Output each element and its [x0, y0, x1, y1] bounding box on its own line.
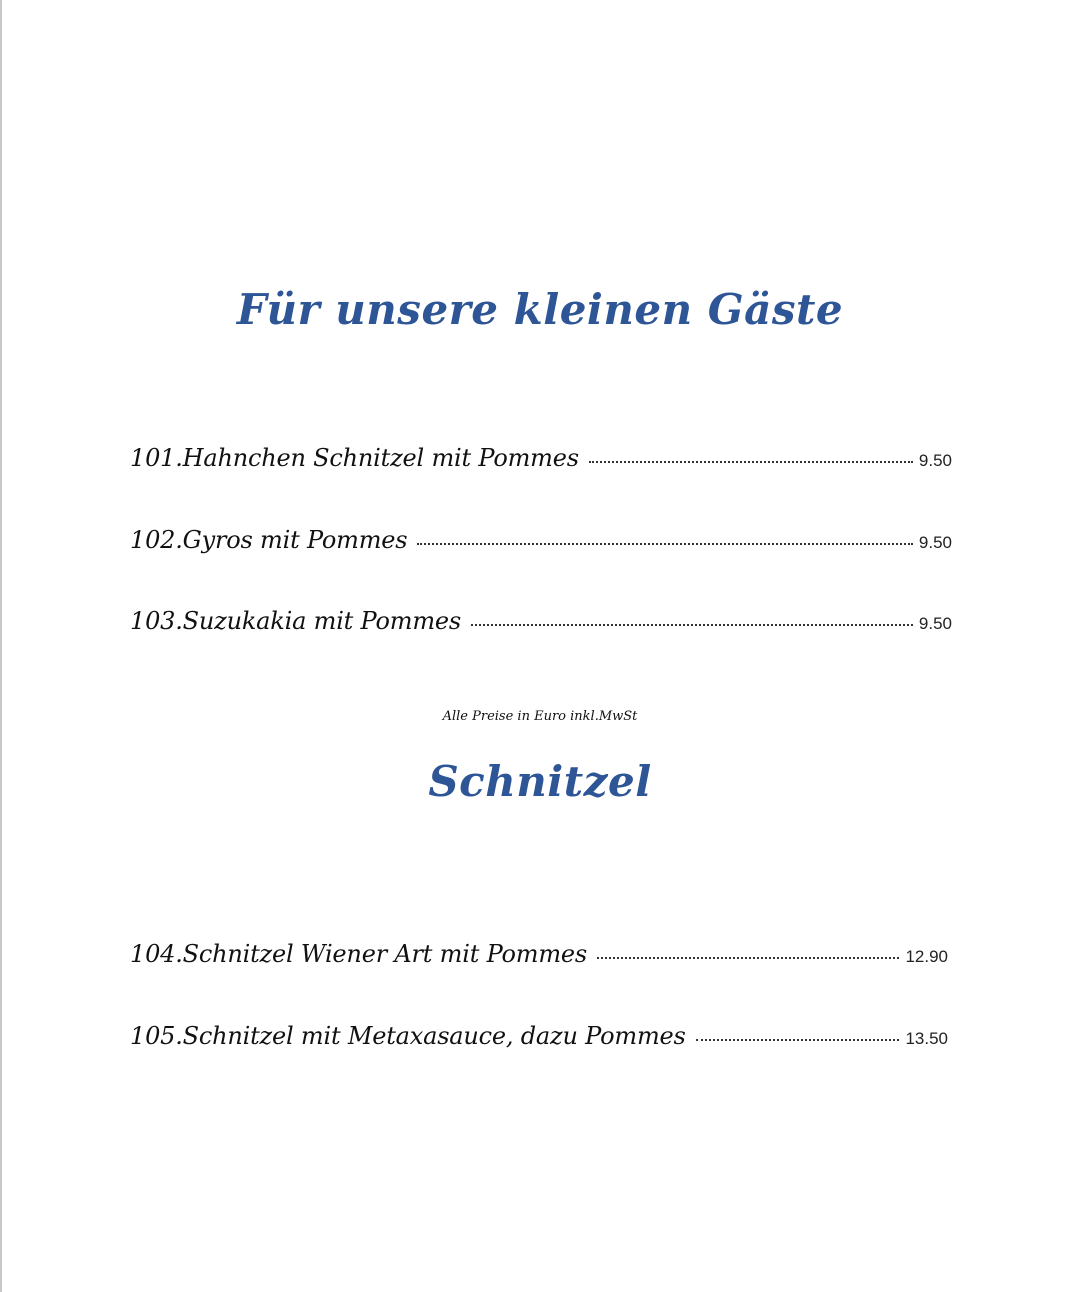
dot-leader — [417, 543, 913, 545]
menu-item-name: 102.Gyros mit Pommes — [130, 526, 408, 554]
price-note: Alle Preise in Euro inkl.MwSt — [442, 709, 638, 724]
dot-leader — [597, 957, 899, 959]
page-left-border — [0, 0, 2, 1292]
menu-item-104 — [130, 940, 948, 968]
section-title-kids: Für unsere kleinen Gäste — [236, 285, 844, 334]
menu-item-name: 103.Suzukakia mit Pommes — [130, 607, 462, 635]
menu-item-name: 104.Schnitzel Wiener Art mit Pommes — [130, 940, 588, 968]
menu-item-name: 101.Hahnchen Schnitzel mit Pommes — [130, 444, 579, 472]
menu-item-price: 9.50 — [918, 614, 952, 633]
menu-item-price: 9.50 — [918, 451, 952, 470]
menu-item-price: 9.50 — [918, 533, 952, 552]
menu-item-101 — [130, 444, 952, 472]
menu-item-105 — [130, 1022, 948, 1050]
dot-leader — [589, 461, 913, 463]
section-title-schnitzel: Schnitzel — [428, 757, 652, 806]
menu-item-102 — [130, 526, 952, 554]
menu-item-price: 13.50 — [905, 1029, 948, 1048]
dot-leader — [696, 1039, 900, 1041]
menu-item-name: 105.Schnitzel mit Metaxasauce, dazu Pommes — [130, 1022, 686, 1050]
menu-item-price: 12.90 — [905, 947, 948, 966]
menu-item-103 — [130, 607, 952, 635]
dot-leader — [471, 624, 913, 626]
